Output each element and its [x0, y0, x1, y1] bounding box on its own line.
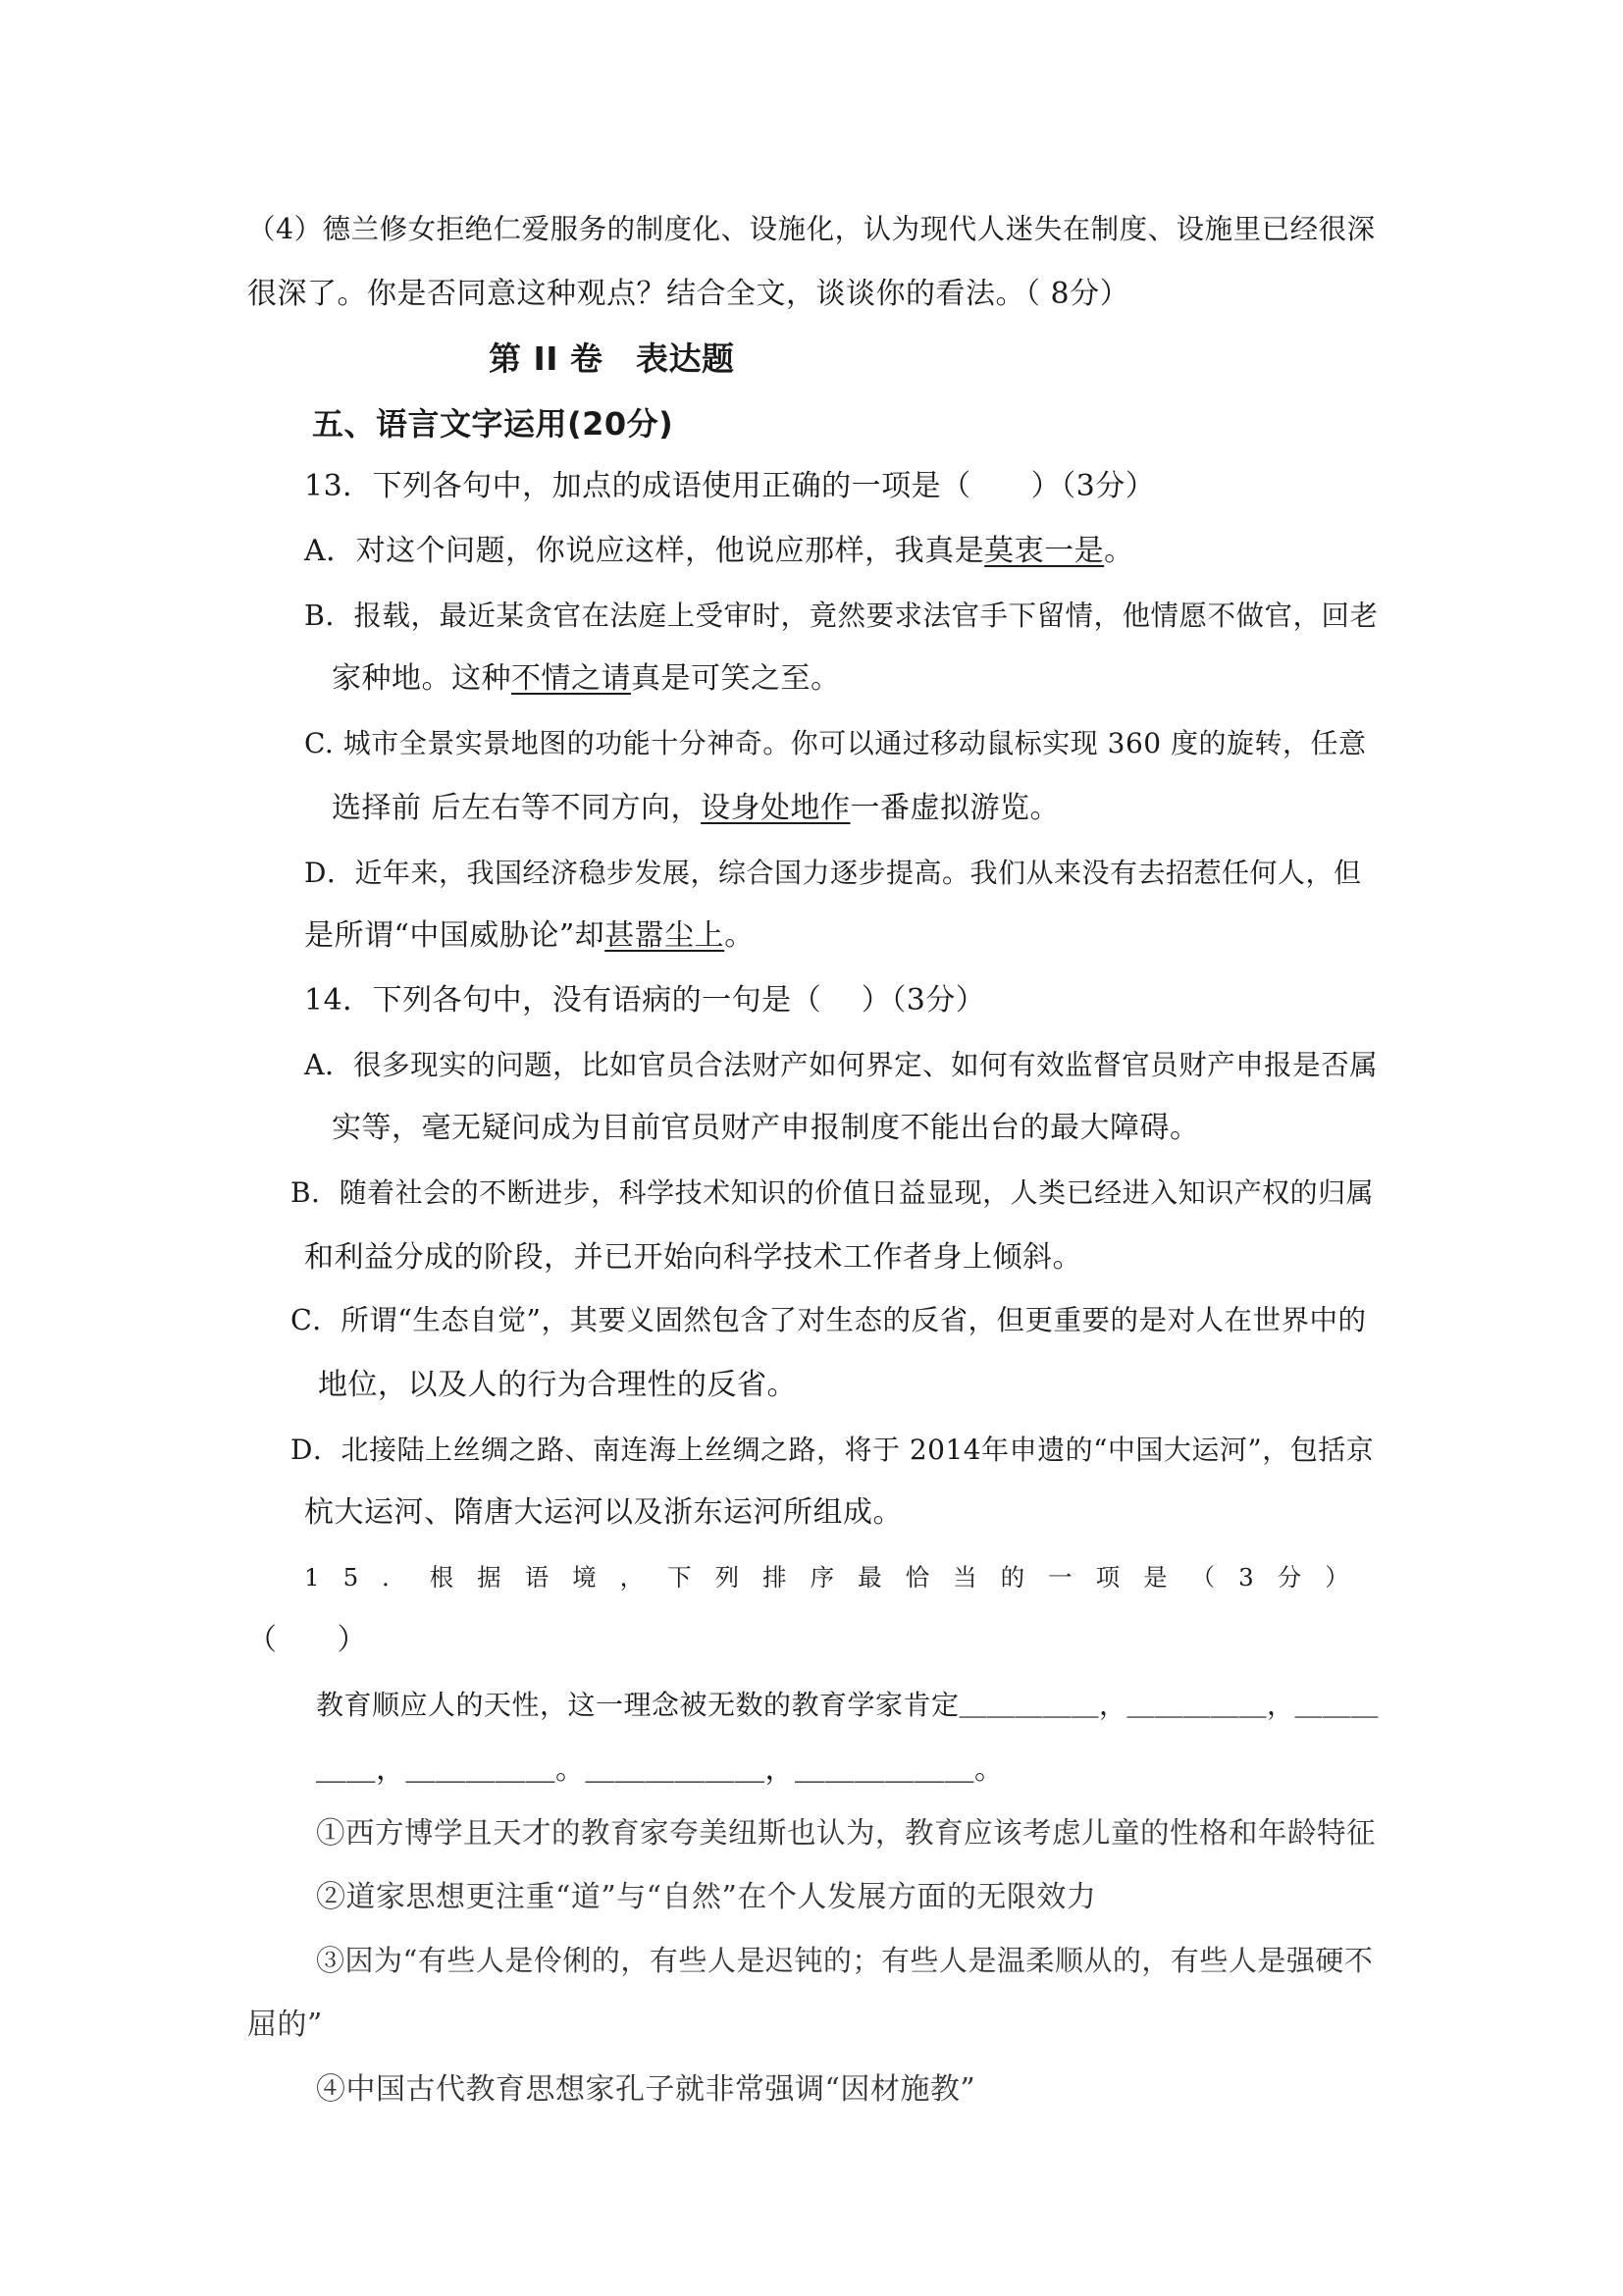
q15-sentence-3-line-2: 屈的”	[247, 2008, 323, 2042]
q13-option-d-line-2	[304, 916, 755, 956]
q13-option-d-line-1: D．近年来，我国经济稳步发展，综合国力逐步提高。我们从来没有去招惹任何人，但	[304, 857, 1362, 889]
q13-d-text: 是所谓“中国威胁论”却	[304, 918, 605, 953]
q14-option-d-line-1: D．北接陆上丝绸之路、南连海上丝绸之路，将于 2014年申遗的“中国大运河”，包括京	[290, 1434, 1375, 1466]
q14-option-c-line-1: C．所谓“生态自觉”，其要义固然包含了对生态的反省，但更重要的是对人在世界中的	[290, 1304, 1367, 1336]
q14-option-a-line-1: A．很多现实的问题，比如官员合法财产如何界定、如何有效监督官员财产申报是否属	[304, 1049, 1379, 1081]
q13-c-text: 选择前 后左右等不同方向，	[332, 791, 702, 825]
q14-option-b-line-2: 和利益分成的阶段，并已开始向科学技术工作者身上倾斜。	[304, 1240, 1082, 1275]
q14-option-b-line-1: B．随着社会的不断进步，科学技术知识的价值日益显现，人类已经进入知识产权的归属	[290, 1176, 1375, 1209]
q15-context-line-1: 教育顺应人的天性，这一理念被无数的教育学家肯定＿＿＿＿＿，＿＿＿＿＿，＿＿＿	[316, 1689, 1380, 1721]
q13-d-end: 。	[724, 918, 755, 953]
q13-option-c-line-1: C. 城市全景实景地图的功能十分神奇。你可以通过移动鼠标实现 360 度的旋转，任意	[304, 727, 1367, 759]
q13-b-end: 真是可笑之至。	[631, 661, 841, 696]
q13-d-idiom: 甚嚣尘上	[604, 918, 725, 953]
q15-sentence-3-line-1: ③因为“有些人是伶俐的，有些人是迟钝的；有些人是温柔顺从的，有些人是强硬不	[316, 1944, 1374, 1977]
q13-a-end: 。	[1104, 534, 1134, 568]
q15-answer-paren: （ ）	[247, 1623, 367, 1657]
q14-option-c-line-2: 地位，以及人的行为合理性的反省。	[318, 1368, 797, 1402]
q14-option-a-line-2: 实等，毫无疑问成为目前官员财产申报制度不能出台的最大障碍。	[332, 1111, 1200, 1145]
q13-b-idiom: 不情之请	[511, 661, 631, 696]
q15-sentence-2: ②道家思想更注重“道”与“自然”在个人发展方面的无限效力	[316, 1880, 1097, 1914]
q15-sentence-1: ①西方博学且天才的教育家夸美纽斯也认为，教育应该考虑儿童的性格和年龄特征	[316, 1816, 1377, 1850]
q13-option-c-line-2	[332, 789, 1060, 828]
q13-b-text: 家种地。这种	[332, 661, 511, 696]
q15-context-line-2: ＿＿，＿＿＿＿＿。＿＿＿＿＿＿，＿＿＿＿＿＿。	[316, 1752, 1005, 1787]
q13-a-text: A．对这个问题，你说应这样，他说应那样，我真是	[304, 534, 985, 568]
q13-a-idiom: 莫衷一是	[984, 534, 1105, 568]
part-2-title: 第 II 卷 表达题	[489, 339, 735, 378]
section-5-title: 五、语言文字运用(20分)	[312, 405, 674, 443]
q13-option-b-line-1: B．报载，最近某贪官在法庭上受审时，竟然要求法官手下留情，他情愿不做官，回老	[304, 600, 1379, 632]
q15-stem: 15．根据语境，下列排序最恰当的一项是（3分）	[304, 1563, 1373, 1592]
q13-option-a	[304, 532, 1134, 571]
q13-c-idiom: 设身处地作	[701, 791, 851, 825]
q13-c-end: 一番虚拟游览。	[850, 791, 1061, 825]
q13-stem: 13．下列各句中，加点的成语使用正确的一项是（ ）（3分）	[304, 469, 1156, 503]
q14-stem: 14．下列各句中，没有语病的一句是（ ）（3分）	[304, 983, 986, 1018]
q14-option-d-line-2: 杭大运河、隋唐大运河以及浙东运河所组成。	[304, 1495, 903, 1530]
q4-line-1: （4）德兰修女拒绝仁爱服务的制度化、设施化，认为现代人迷失在制度、设施里已经很深	[247, 213, 1376, 245]
q4-line-2: 很深了。你是否同意这种观点？结合全文，谈谈你的看法。（ 8分）	[247, 277, 1130, 311]
q15-sentence-4: ④中国古代教育思想家孔子就非常强调“因材施教”	[316, 2072, 976, 2107]
q13-option-b-line-2	[332, 659, 841, 699]
